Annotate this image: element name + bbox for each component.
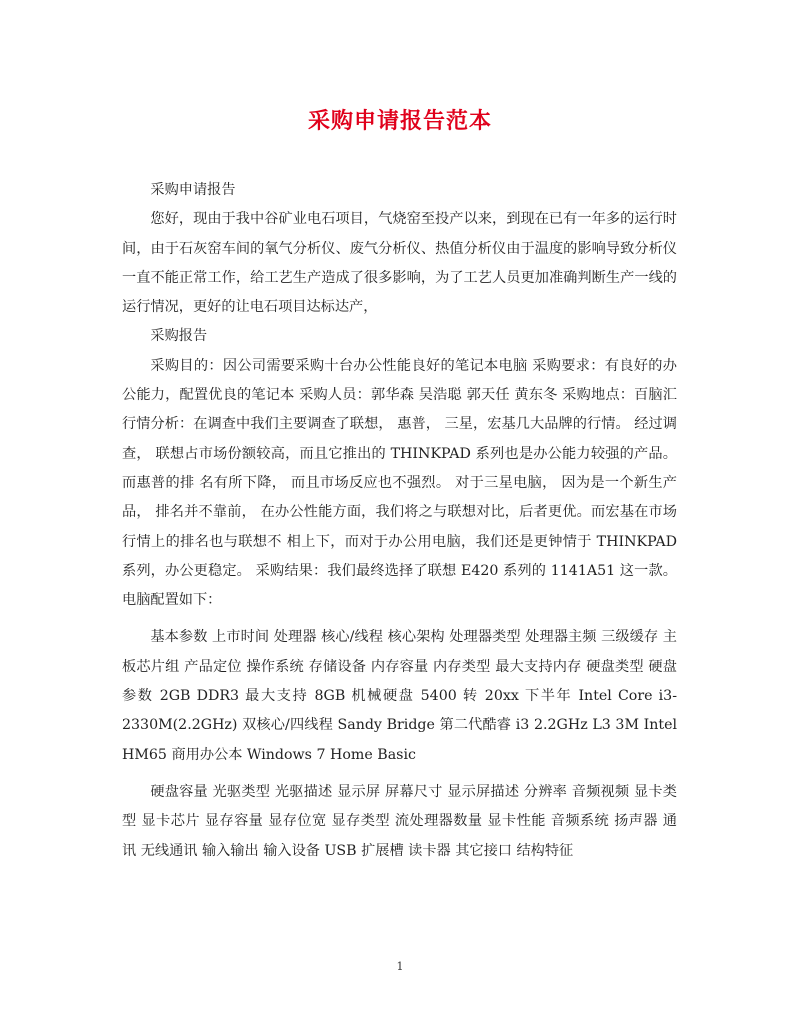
paragraph-heading-report: 采购报告 bbox=[150, 328, 208, 345]
paragraph-basic-params: 基本参数 上市时间 处理器 核心/线程 核心架构 处理器类型 处理器主频 三级缓存 主板芯片组 产品定位 操作系统 存储设备 内存容量 内存类型 最大支持内存 硬盘类型 硬盘参数 2GB DDR3 最大支持 8GB 机械硬盘 5400 转 20xx 下半年 Intel Core i3-2330M(2.2GHz) 双核心/四线程 Sandy Bridge 第二代酷睿 i3 2.2GHz L3 3M Intel HM65 商用办公本 Windows 7 Home Basic bbox=[122, 629, 677, 763]
paragraph-heading-application: 采购申请报告 bbox=[150, 182, 236, 198]
paragraph-application-body: 您好，现由于我中谷矿业电石项目，气烧窑至投产以来，到现在已有一年多的运行时间，由于石灰窑车间的氧气分析仪、废气分析仪、热值分析仪由于温度的影响导致分析仪一直不能正常工作，给工艺生产造成了很多影响，为了工艺人员更加准确判断生产一线的运行情况，更好的让电石项目达标达产， bbox=[122, 211, 677, 316]
page-number: 1 bbox=[396, 960, 404, 973]
paragraph-report-body: 采购目的：因公司需要采购十台办公性能良好的笔记本电脑 采购要求：有良好的办公能力，配置优良的笔记本 采购人员：郭华森 吴浩聪 郭天任 黄东冬 采购地点：百脑汇 行情分析：在调查中我们主要调查了联想， 惠普， 三星，宏基几大品牌的行情。 经过调查， 联想占市场份额较高，而且它推出的 THINKPAD 系列也是办公能力较强的产品。而惠普的排 名有所下降， 而且市场反应也不强烈。 对于三星电脑， 因为是一个新生产品， 排名并不靠前， 在办公性能方面，我们将之与联想对比，后者更优。而宏基在市场行情上的排名也与联想不 相上下，而对于办公用电脑，我们还是更钟情于 THINKPAD 系列，办公更稳定。 采购结果：我们最终选择了联想 E420 系列的 1141A51 这一款。 电脑配置如下： bbox=[122, 357, 677, 609]
document-title: 采购申请报告范本 bbox=[307, 108, 492, 134]
document-body bbox=[122, 176, 677, 866]
paragraph-hardware-params: 硬盘容量 光驱类型 光驱描述 显示屏 屏幕尺寸 显示屏描述 分辨率 音频视频 显卡类型 显卡芯片 显存容量 显存位宽 显存类型 流处理器数量 显卡性能 音频系统 扬声器 通 讯 无线通讯 输入输出 输入设备 USB 扩展槽 读卡器 其它接口 结构特征 bbox=[122, 783, 677, 859]
